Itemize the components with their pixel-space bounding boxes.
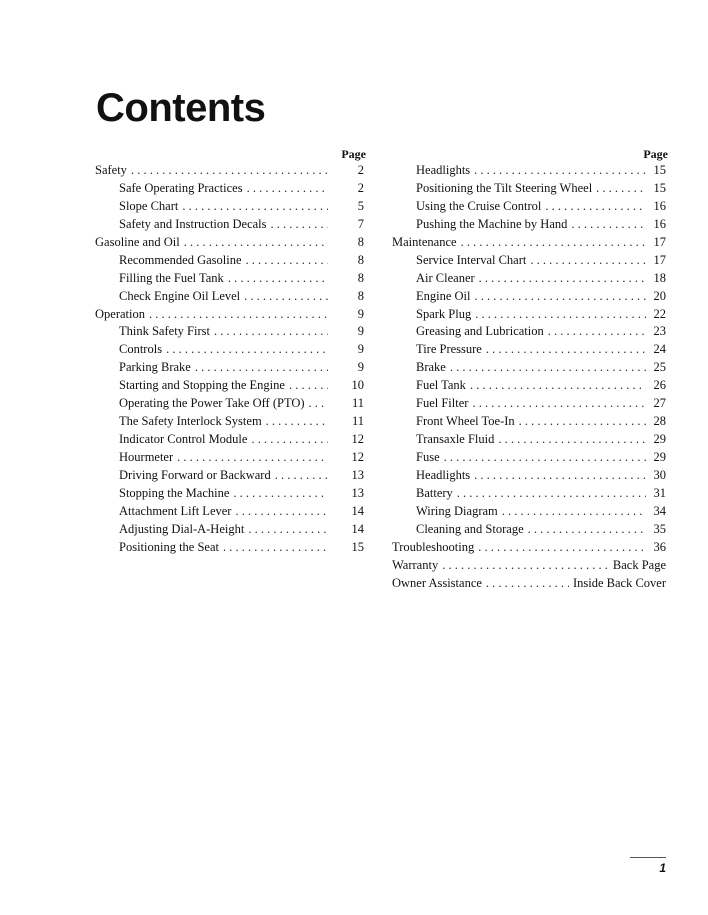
toc-entry[interactable] xyxy=(95,485,366,503)
toc-entry-label: Operation xyxy=(95,306,145,321)
toc-entry-label: Starting and Stopping the Engine xyxy=(119,378,285,393)
dot-leader xyxy=(498,431,646,449)
dot-leader xyxy=(596,180,646,198)
toc-entry-page: 14 xyxy=(351,521,364,536)
toc-entry[interactable] xyxy=(392,539,668,557)
toc-entry-label: Headlights xyxy=(416,163,471,177)
dot-leader xyxy=(474,467,646,485)
toc-entry-label: Pushing the Machine by Hand xyxy=(416,216,568,231)
dot-leader xyxy=(184,234,328,252)
toc-entry-label: Stopping the Machine xyxy=(119,485,230,500)
toc-entry-label: Service Interval Chart xyxy=(416,252,527,267)
toc-entry-page: 13 xyxy=(351,485,364,500)
toc-entry[interactable] xyxy=(95,467,366,485)
toc-entry-label: Troubleshooting xyxy=(392,539,475,554)
toc-entry[interactable] xyxy=(95,539,366,557)
dot-leader xyxy=(247,180,328,198)
toc-entry[interactable] xyxy=(392,413,668,431)
toc-entry-label: Recommended Gasoline xyxy=(119,252,242,267)
dot-leader xyxy=(486,341,646,359)
toc-entry[interactable] xyxy=(392,377,668,395)
dot-leader xyxy=(228,270,328,288)
toc-entry[interactable] xyxy=(95,449,366,467)
toc-entry-page: 28 xyxy=(653,414,666,429)
dot-leader xyxy=(545,198,646,216)
dot-leader xyxy=(486,575,569,593)
toc-entry-label: Tire Pressure xyxy=(416,342,482,357)
toc-entry-page: 9 xyxy=(357,360,364,375)
toc-entry[interactable] xyxy=(392,180,668,198)
toc-entry[interactable] xyxy=(392,323,668,341)
toc-entry[interactable] xyxy=(95,234,366,252)
toc-entry-page: 9 xyxy=(357,342,364,357)
toc-entry-page: 30 xyxy=(653,467,666,482)
toc-entry-page: 12 xyxy=(351,432,364,447)
toc-entry[interactable] xyxy=(392,359,668,377)
toc-entry-page: 29 xyxy=(653,432,666,447)
toc-right-column xyxy=(392,146,668,593)
toc-entry[interactable] xyxy=(95,359,366,377)
toc-entry-label: Fuse xyxy=(416,450,440,464)
dot-leader xyxy=(472,395,646,413)
toc-entry-page: 15 xyxy=(653,163,666,177)
toc-entry-label: Controls xyxy=(119,342,163,357)
toc-entry[interactable] xyxy=(392,234,668,252)
toc-entry-label: Indicator Control Module xyxy=(119,432,248,447)
dot-leader xyxy=(474,162,646,180)
dot-leader xyxy=(246,252,328,270)
dot-leader xyxy=(271,216,328,234)
toc-entry-page: 13 xyxy=(351,467,364,482)
dot-leader xyxy=(457,485,646,503)
dot-leader xyxy=(475,306,646,324)
toc-entry-label: Warranty xyxy=(392,557,439,572)
toc-entry[interactable] xyxy=(95,198,366,216)
toc-entry-label: Positioning the Seat xyxy=(119,539,219,554)
toc-entry-label: Cleaning and Storage xyxy=(416,521,524,536)
toc-entry[interactable] xyxy=(95,341,366,359)
toc-entry-label: Parking Brake xyxy=(119,360,191,375)
toc-entry-page: 2 xyxy=(357,163,364,177)
toc-entry-label: Think Safety First xyxy=(119,324,210,339)
toc-entry-page: 20 xyxy=(653,288,666,303)
toc-entry-page: 34 xyxy=(653,503,666,518)
toc-entry[interactable] xyxy=(392,341,668,359)
toc-entry-page: 8 xyxy=(357,288,364,303)
toc-entry-label: The Safety Interlock System xyxy=(119,414,262,429)
dot-leader xyxy=(478,539,646,557)
toc-entry-page: 7 xyxy=(357,216,364,231)
toc-entry-label: Owner Assistance xyxy=(392,575,482,590)
toc-entry-label: Filling the Fuel Tank xyxy=(119,270,224,285)
toc-entry[interactable] xyxy=(392,162,668,180)
toc-entry-label: Engine Oil xyxy=(416,288,471,303)
toc-entry[interactable] xyxy=(392,503,668,521)
toc-entry-page: 8 xyxy=(357,252,364,267)
toc-entry[interactable] xyxy=(392,252,668,270)
toc-entry[interactable] xyxy=(392,306,668,324)
toc-entry[interactable] xyxy=(392,467,668,485)
toc-entry-label: Greasing and Lubrication xyxy=(416,324,544,339)
dot-leader xyxy=(214,323,328,341)
page-column-header: Page xyxy=(643,147,668,161)
toc-entry-label: Using the Cruise Control xyxy=(416,198,542,213)
toc-entry-page: 26 xyxy=(653,378,666,393)
toc-entry-label: Spark Plug xyxy=(416,306,472,321)
toc-entry-label: Positioning the Tilt Steering Wheel xyxy=(416,180,593,195)
dot-leader xyxy=(289,377,328,395)
toc-entry[interactable] xyxy=(95,288,366,306)
dot-leader xyxy=(235,503,328,521)
toc-entry-label: Maintenance xyxy=(392,234,457,249)
toc-entry-label: Fuel Tank xyxy=(416,378,466,393)
toc-entry-page: Back Page xyxy=(612,557,666,572)
dot-leader xyxy=(166,341,328,359)
toc-entry-label: Front Wheel Toe-In xyxy=(416,414,515,429)
toc-entry[interactable] xyxy=(392,288,668,306)
page-number: 1 xyxy=(659,861,666,875)
dot-leader xyxy=(479,270,646,288)
toc-entry-label: Wiring Diagram xyxy=(416,503,498,518)
toc-entry-page: 22 xyxy=(653,306,666,321)
dot-leader xyxy=(528,521,646,539)
toc-entry-page: 29 xyxy=(653,450,666,464)
dot-leader xyxy=(548,323,646,341)
toc-entry-label: Driving Forward or Backward xyxy=(119,467,271,482)
dot-leader xyxy=(244,288,328,306)
toc-entry-label: Hourmeter xyxy=(119,450,174,464)
toc-entry[interactable] xyxy=(95,377,366,395)
dot-leader xyxy=(519,413,646,431)
dot-leader xyxy=(248,521,328,539)
dot-leader xyxy=(309,395,328,413)
toc-entry-page: 16 xyxy=(653,216,666,231)
toc-entry[interactable] xyxy=(392,575,668,593)
dot-leader xyxy=(223,539,328,557)
toc-entry-label: Attachment Lift Lever xyxy=(119,503,232,518)
toc-entry[interactable] xyxy=(95,306,366,324)
dot-leader xyxy=(470,377,646,395)
toc-left-column xyxy=(95,146,366,557)
toc-entry-label: Battery xyxy=(416,485,453,500)
toc-entry-page: 24 xyxy=(653,342,666,357)
dot-leader xyxy=(177,449,328,467)
toc-entry-page: 27 xyxy=(653,396,666,411)
toc-entry-label: Safe Operating Practices xyxy=(119,180,243,195)
toc-entry-page: 15 xyxy=(653,180,666,195)
toc-entry[interactable] xyxy=(95,252,366,270)
toc-entry-page: 17 xyxy=(653,252,666,267)
toc-entry-page: 25 xyxy=(653,360,666,375)
dot-leader xyxy=(475,288,646,306)
toc-entry[interactable] xyxy=(95,395,366,413)
toc-entry-label: Air Cleaner xyxy=(416,270,475,285)
toc-entry-page: 14 xyxy=(351,503,364,518)
toc-entry-label: Brake xyxy=(416,360,446,375)
page-title: Contents xyxy=(96,86,266,130)
dot-leader xyxy=(444,449,646,467)
toc-entry-label: Gasoline and Oil xyxy=(95,234,180,249)
dot-leader xyxy=(195,359,328,377)
toc-entry-page: 18 xyxy=(653,270,666,285)
toc-entry[interactable] xyxy=(95,216,366,234)
dot-leader xyxy=(182,198,328,216)
dot-leader xyxy=(131,162,328,180)
dot-leader xyxy=(502,503,646,521)
toc-entry[interactable] xyxy=(392,521,668,539)
toc-entry-label: Transaxle Fluid xyxy=(416,432,495,447)
toc-entry-label: Safety xyxy=(95,163,127,177)
dot-leader xyxy=(275,467,328,485)
toc-entry-page: 8 xyxy=(357,270,364,285)
toc-entry[interactable] xyxy=(392,557,668,575)
toc-entry-page: 2 xyxy=(357,180,364,195)
toc-entry-page: 12 xyxy=(351,450,364,464)
toc-entry-label: Adjusting Dial-A-Height xyxy=(119,521,245,536)
toc-entry[interactable] xyxy=(95,431,366,449)
toc-entry-label: Operating the Power Take Off (PTO) xyxy=(119,396,305,411)
toc-entry-page: 11 xyxy=(351,414,364,429)
dot-leader xyxy=(442,557,609,575)
toc-entry[interactable] xyxy=(392,270,668,288)
toc-entry-page: 9 xyxy=(357,324,364,339)
dot-leader xyxy=(530,252,646,270)
toc-entry-label: Check Engine Oil Level xyxy=(119,288,241,303)
toc-entry-label: Headlights xyxy=(416,467,471,482)
toc-entry[interactable] xyxy=(392,485,668,503)
toc-entry[interactable] xyxy=(392,198,668,216)
toc-entry-label: Fuel Filter xyxy=(416,396,469,411)
toc-entry[interactable] xyxy=(392,395,668,413)
toc-entry-page: 9 xyxy=(357,306,364,321)
toc-entry[interactable] xyxy=(95,323,366,341)
toc-entry-page: Inside Back Cover xyxy=(572,575,666,590)
dot-leader xyxy=(450,359,646,377)
toc-entry-page: 35 xyxy=(653,521,666,536)
toc-entry-page: 15 xyxy=(351,539,364,554)
toc-entry[interactable] xyxy=(95,180,366,198)
toc-entry-page: 31 xyxy=(653,485,666,500)
toc-entry-label: Slope Chart xyxy=(119,198,179,213)
toc-entry-page: 16 xyxy=(653,198,666,213)
footer-rule xyxy=(630,857,666,858)
toc-entry[interactable] xyxy=(95,413,366,431)
toc-entry-page: 5 xyxy=(357,198,364,213)
dot-leader xyxy=(149,306,328,324)
toc-entry[interactable] xyxy=(95,270,366,288)
dot-leader xyxy=(233,485,328,503)
toc-entry[interactable] xyxy=(95,503,366,521)
dot-leader xyxy=(461,234,646,252)
toc-entry-page: 10 xyxy=(351,378,364,393)
page-column-header: Page xyxy=(341,147,366,161)
toc-entry-page: 36 xyxy=(653,539,666,554)
toc-entry[interactable] xyxy=(392,449,668,467)
toc-entry[interactable] xyxy=(95,162,366,180)
toc-entry[interactable] xyxy=(392,216,668,234)
dot-leader xyxy=(251,431,328,449)
toc-list-left xyxy=(95,162,366,557)
toc-entry-page: 23 xyxy=(653,324,666,339)
toc-entry[interactable] xyxy=(392,431,668,449)
toc-entry[interactable] xyxy=(95,521,366,539)
dot-leader xyxy=(266,413,328,431)
toc-entry-page: 11 xyxy=(351,396,364,411)
toc-list-right xyxy=(392,162,668,593)
toc-entry-page: 8 xyxy=(357,234,364,249)
toc-entry-page: 17 xyxy=(653,234,666,249)
dot-leader xyxy=(571,216,646,234)
toc-entry-label: Safety and Instruction Decals xyxy=(119,216,267,231)
